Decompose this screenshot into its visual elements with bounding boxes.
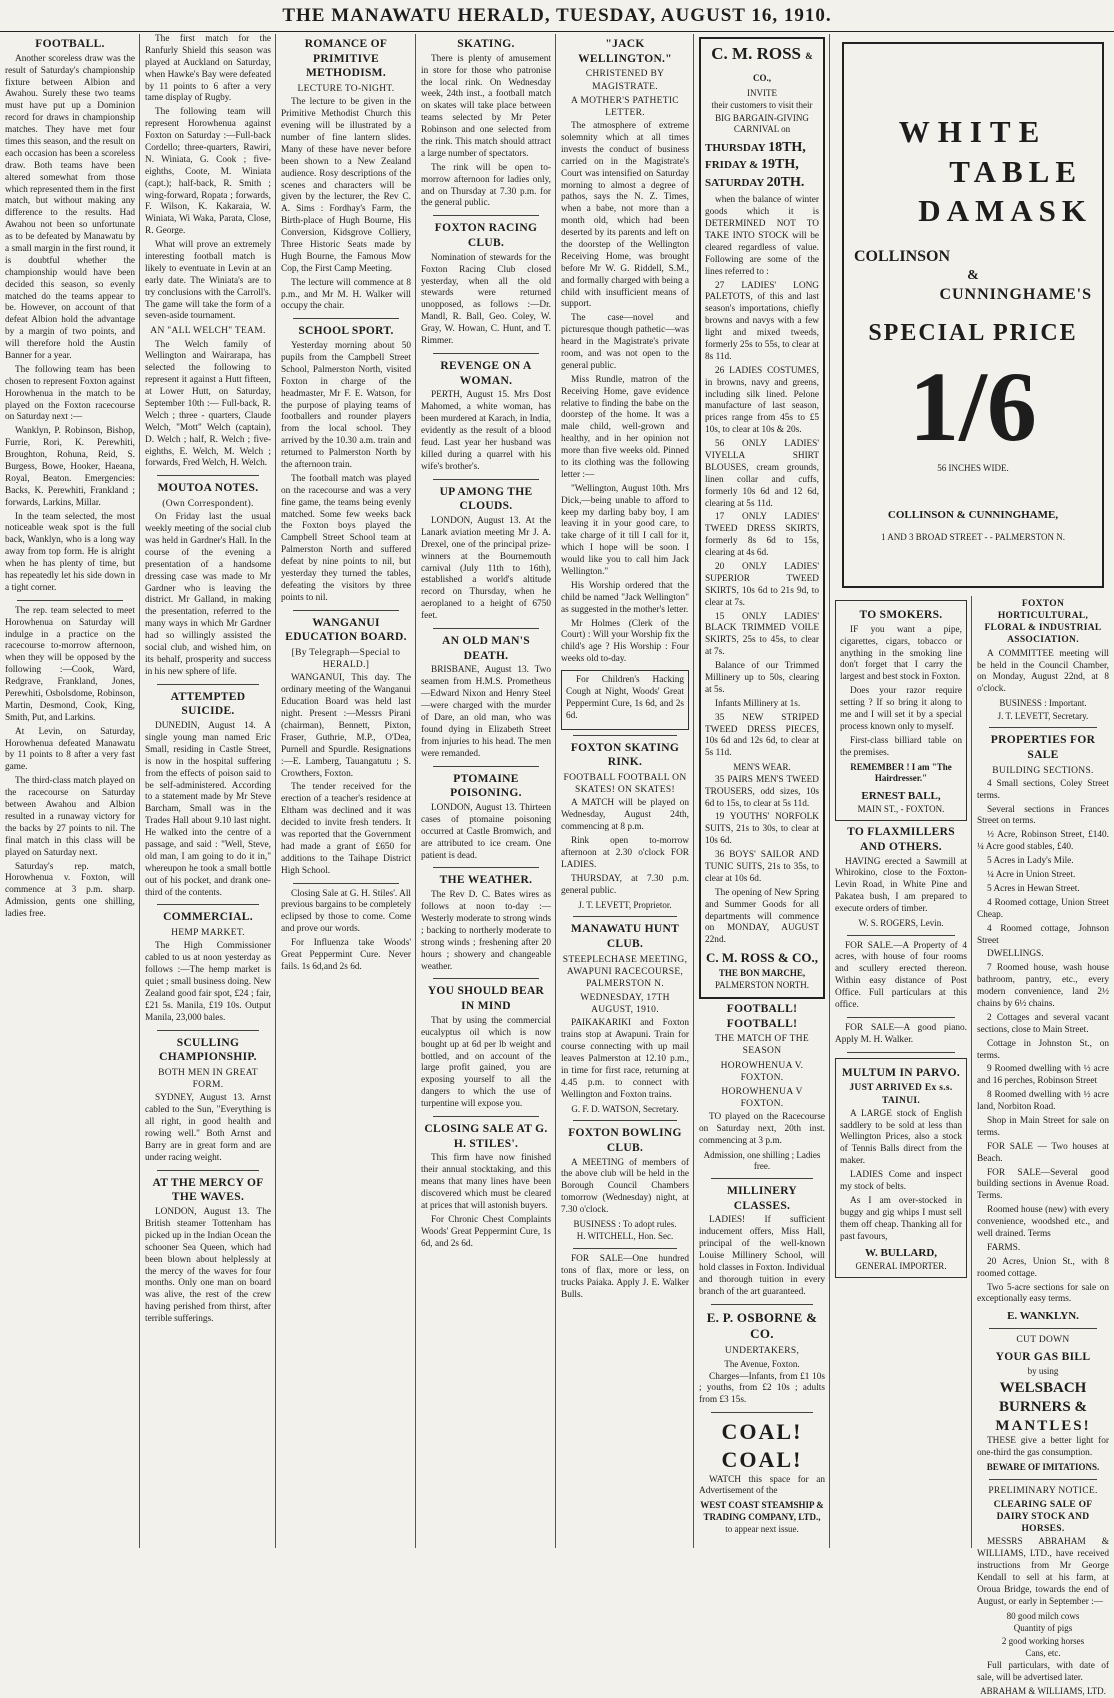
divider [847, 1017, 955, 1018]
divider [157, 904, 259, 905]
ad-footer: to appear next issue. [725, 1524, 799, 1535]
article-paragraph: Mr Holmes (Clerk of the Court) : Will your Worship fix the child's age ? His Worship : Four weeks old to-day. [561, 618, 689, 665]
weather-heading: THE WEATHER. [439, 874, 533, 887]
property-item: 4 Small sections, Coley Street terms. [977, 778, 1109, 801]
ad-paragraph: A COMMITTEE meeting will be held in the Council Chamber, on Monday, August 22nd, at 8 o'clock. [977, 648, 1109, 695]
osborne-address: The Avenue, Foxton. [724, 1359, 800, 1370]
hemp-subheading: HEMP MARKET. [171, 928, 245, 939]
building-sections-subheading: BUILDING SECTIONS. [992, 765, 1094, 776]
article-paragraph: For Influenza take Woods' Great Peppermint Cure. Never fails. 1s 6d,and 2s 6d. [281, 938, 411, 972]
sale-item: 35 PAIRS MEN'S TWEED TROUSERS, odd sizes, 10s 6d to 15s, to clear at 5s 11d. [705, 774, 819, 809]
property-item: ¼ Acre in Union Street. [987, 870, 1076, 881]
sale-item: Balance of our Trimmed Millinery up to 50s, clearing at 5s. [705, 661, 819, 695]
article-paragraph: This firm have now finished their annual stocktaking, and this means that many lines have been discovered which must be cleared at prices that will astonish buyers. [421, 1153, 551, 1211]
divider [711, 1304, 813, 1305]
divider [433, 867, 539, 868]
divider [433, 766, 539, 767]
welsbach-heading: BURNERS & [999, 1398, 1087, 1415]
coal-heading: COAL! [721, 1419, 803, 1445]
company-name: WEST COAST STEAMSHIP & TRADING COMPANY, LTD., [700, 1500, 824, 1522]
property-item: ½ Acre, Robinson Street, £140. ¼ Acre good stables, £40. [977, 830, 1109, 853]
sale-item: 80 good milch cows [1006, 1610, 1080, 1621]
old-man-heading: AN OLD MAN'S DEATH. [442, 634, 530, 662]
property-item: Two 5-acre sections for sale on exceptionally easy terms. [977, 1282, 1109, 1305]
property-item: 9 Roomed dwelling with ½ acre and 16 perches, Robinson Street [977, 1064, 1109, 1087]
property-item: Shop in Main Street for sale on terms. [977, 1115, 1109, 1138]
divider [989, 1328, 1097, 1329]
column-4 [416, 34, 556, 1548]
article-paragraph: Nomination of stewards for the Foxton Racing Club closed yesterday, when all the old stewards were returned unopposed, as follows :—Dr. Mandl, R. Ball, Geo. Coley, W. Gray, W. Howan, C. Hunt, and T. Rimmer. [421, 252, 551, 346]
divider [433, 215, 539, 216]
notice-text: For Children's Hacking Cough at Night, Woods' Great Peppermint Cure, 1s 6d, and 2s 6d. [566, 675, 684, 721]
ad-paragraph: FOR SALE.—A Property of 4 acres, with house of four rooms and scullery erected thereon. Within easy distance of Post Office. Full particulars at this office. [835, 940, 967, 1010]
article-paragraph: For Chronic Chest Complaints Woods' Great Peppermint Cure, 1s 6d, and 2s 6d. [421, 1214, 551, 1249]
property-item: 4 Roomed cottage, Johnson Street [977, 923, 1109, 946]
damask-advertisement [842, 42, 1104, 588]
divider [293, 610, 399, 611]
article-paragraph: PERTH, August 15. Mrs Dost Mahomed, a white woman, has been murdered at Karach, in India, evidently as the result of a blood feud. Last year her husband was killed during a quarrel with his wife's brother's. [421, 390, 551, 472]
ad-paragraph: Does your razor require setting ? If so bring it along to me and I will set it by a special process known only to myself. [840, 686, 962, 732]
ad-paragraph: Rink open to-morrow afternoon at 2.30 o'clock FOR LADIES. [561, 836, 689, 870]
article-paragraph: Another scoreless draw was the result of Saturday's championship fixture between Albion and Awahou. Surely these two teams must have put up a Dominion record for draws in championship matches. They have met four times this season, and the result on each occasion has been a scoreless draw. Both teams have been altered somewhat from those which represented them in the first match, but without making any difference to the results. Had Awahou not been so unfortunate as to be defeated by Manawatu by a small margin in the first round, it is doubtful whether the championship would have been decided this season, so evenly matched do the teams appear to be. However, on account of that defeat Albion hold the advantage by a margin of two points, and will therefore hold the Austin Banner for a year. [5, 53, 135, 361]
sale-item: Quantity of pigs [1013, 1623, 1073, 1634]
property-item: 2 Cottages and several vacant sections, close to Main Street. [977, 1012, 1109, 1035]
article-paragraph: The football match was played on the racecourse and was a very fine game, the teams being evenly matched. Some few weeks back the Foxton boys played the Campbell Street School team at Palmerston North and suffered defeat by nine points to nil, but yesterday they turned the tables, defeating the visitors by three points to nil. [281, 473, 411, 603]
just-arrived: JUST ARRIVED Ex s.s. TAINUI. [849, 1083, 953, 1106]
undertakers-subheading: UNDERTAKERS, [724, 1345, 800, 1356]
divider [157, 1030, 259, 1031]
correspondent-subheading: (Own Correspondent). [162, 499, 254, 510]
column-2 [140, 34, 276, 1548]
cough-notice [561, 670, 689, 730]
waves-heading: AT THE MERCY OF THE WAVES. [152, 1176, 264, 1204]
divider [573, 916, 677, 917]
lecture-subheading: LECTURE TO-NIGHT. [297, 84, 395, 95]
damask-line: TABLE [949, 153, 1082, 189]
closing-sale-heading: CLOSING SALE AT G. H. STILES'. [424, 1122, 548, 1150]
damask-firm: COLLINSON [854, 248, 951, 266]
ad-paragraph: WATCH this space for an Advertisement of the [699, 1474, 825, 1497]
property-item: 7 Roomed house, wash house bathroom, pantry, etc., every modern convenience, land 2½ chains by 6½ chains. [977, 963, 1109, 1009]
article-paragraph: The case—novel and picturesque though pathetic—was heard in the Magistrate's private room, and was not open to the general public. [561, 313, 689, 371]
divider [711, 1178, 813, 1179]
article-paragraph: His Worship ordered that the child be named "Jack Wellington" as suggested in the mother's letter. [561, 580, 689, 615]
sale-item: Infants Millinery at 1s. [715, 698, 801, 709]
ad-paragraph: LADIES! If sufficient inducement offers, Miss Hall, principal of the well-known Louise Millinery School, will hold classes in Foxton. Individual and thorough tuition in every branch of the art guaranteed. [699, 1215, 825, 1297]
ross-name: C. M. ROSS & CO., [711, 44, 813, 83]
admission-line: Admission, one shilling ; Ladies free. [703, 1149, 821, 1172]
divider [17, 600, 123, 601]
article-paragraph: Closing Sale at G. H. Stiles'. All previous bargains to be completely eclipsed by those to come. Come and prove our words. [281, 888, 411, 935]
article-paragraph: Yesterday morning about 50 pupils from the Campbell Street School, Palmerston North, visited Foxton in charge of the headmaster, Mr F. E. Watson, for the purpose of playing teams of footballers and rounder players from the local school. They arrived by the 10.30 a.m. train and returned to Palmerston North by the afternoon train. [281, 341, 411, 470]
article-paragraph: The following team will represent Horowhenua against Foxton on Saturday :—Full-back Cordello; three-quarters, Rawiri, N. Winiata, G. Cook ; five-eighths, Coote, M. Winiata (capt.); half-back, R. Smith ; wing-forward, Ropata ; forwards, F. Wilson, K. Kakaraia, W. Winiata, Wi Waka, Parata, Close, R. George. [145, 107, 271, 237]
price-figure: 1/6 [909, 350, 1037, 462]
sale-item: 26 LADIES COSTUMES, in browns, navy and greens, including silk lined. Pelone manufacture of last season, prices range from 45s to £5 10s, to clear at 10s & 20s. [705, 365, 819, 436]
wanklyn-signature: E. WANKLYN. [1007, 1310, 1079, 1323]
sale-item: 17 ONLY LADIES' TWEED DRESS SKIRTS, formerly 8s 6d to 15s, clearing at 4s 6d. [705, 512, 819, 559]
damask-firm-footer: COLLINSON & CUNNINGHAME, [887, 509, 1059, 522]
ross-signature: C. M. ROSS & CO., [706, 950, 818, 966]
damask-firm: & [967, 268, 979, 284]
property-item: Roomed house (new) with every convenience, woodshed etc., and well drained. Terms [977, 1205, 1109, 1239]
clouds-heading: UP AMONG THE CLOUDS. [439, 485, 533, 513]
hunt-date: WEDNESDAY, 17TH AUGUST, 1910. [580, 993, 670, 1016]
all-welch-heading: AN "ALL WELCH" TEAM. [150, 326, 266, 337]
bear-in-mind-heading: YOU SHOULD BEAR IN MIND [427, 985, 545, 1013]
article-paragraph: The first match for the Ranfurly Shield this season was played at Auckland on Saturday, when Hawke's Bay were defeated by 11 points to 6 after a very tame display of Rugby. [145, 34, 271, 104]
sale-item: 2 good working horses [1001, 1635, 1085, 1646]
signature: ABRAHAM & WILLIAMS, LTD. [980, 1686, 1106, 1697]
osborne-heading: E. P. OSBORNE & CO. [706, 1309, 818, 1342]
signature: W. S. ROGERS, Levin. [858, 918, 944, 929]
ross-advertisement [699, 37, 825, 999]
signature: H. WITCHELL, Hon. Sec. [576, 1231, 674, 1242]
column-8 [972, 596, 1114, 1697]
divider [157, 684, 259, 685]
ad-paragraph: As I am over-stocked in buggy and gig whips I must sell them off cheap. Thanking all for past favours, [840, 1195, 962, 1242]
romance-heading: ROMANCE OF PRIMITIVE METHODISM. [304, 38, 388, 80]
article-paragraph: The lecture to be given in the Primitive Methodist Church this evening will be illustrated by a number of fine lantern slides. Many of these have never before been shown to a New Zealand audience. Rosy descriptions of the scenes and characters will be given by the lecturer, the Rev C. A. Sims : Fordhay's Farm, the Birth-place of Hugh Bourne, His Conversion, Kidsgrove Colliery, Three Historic Seats made by Hugh Bourne, the Famous Mow Cop, the First Camp Meeting. [281, 97, 411, 274]
article-paragraph: There is plenty of amusement in store for those who patronise the local rink. On Wednesday week, 24th inst., a football match on skates will take place between teams selected by Mr Peter Robinson and one selected from the rink. This match should attract a large number of spectators. [421, 53, 551, 159]
ad-paragraph: MESSRS ABRAHAM & WILLIAMS, LTD., have received instructions from Mr George Kendall to sell at his farm, at Oroua Bridge, towards the end of August, or early in September :— [977, 1537, 1109, 1607]
multum-heading: MULTUM IN PARVO. [841, 1066, 961, 1079]
property-item: 20 Acres, Union St., with 8 roomed cottage. [977, 1256, 1109, 1279]
christened-subheading: CHRISTENED BY MAGISTRATE. [585, 69, 665, 92]
horticultural-heading: FOXTON HORTICULTURAL, FLORAL & INDUSTRIAL ASSOCIATION. [984, 599, 1102, 646]
divider [433, 978, 539, 979]
signature: G. F. D. WATSON, Secretary. [571, 1103, 679, 1114]
flaxmillers-heading: TO FLAXMILLERS AND OTHERS. [847, 826, 955, 853]
ad-paragraph: A MEETING of members of the above club will be held in the Borough Council Chambers tomorrow (Wednesday) night, at 7.30 o'clock. [561, 1157, 689, 1216]
article-paragraph: The Rev D. C. Bates wires as follows at noon to-day :— Westerly moderate to strong winds ; backing to northerly moderate to strong winds ; freshening after 20 hours ; showery and changeable weather. [421, 890, 551, 972]
ross-signature: PALMERSTON NORTH. [715, 980, 809, 991]
ad-paragraph: The opening of New Spring and Summer Goods for all departments will commence on MONDAY, AUGUST 22nd. [705, 887, 819, 946]
divider [293, 883, 399, 884]
ad-paragraph: Full particulars, with date of sale, will be advertised later. [977, 1660, 1109, 1683]
article-paragraph: On Friday last the usual weekly meeting of the social club was held in Gardner's Hall. In the course of the evening a presentation of a handsome dressing case was made to Mr Gardner who is leaving the district. Mr Galland, in making the presentation, referred to the many ways in which Mr Gardner had so willingly assisted the social club, and wished him, on its behalf, prosperity and success in his new sphere of life. [145, 512, 271, 677]
ad-paragraph: Charges—Infants, from £1 10s ; youths, from £2 10s ; adults from £3 15s. [699, 1371, 825, 1406]
ad-address: MAIN ST., - FOXTON. [857, 803, 945, 814]
masthead [0, 0, 1114, 32]
ross-signature: THE BON MARCHE, [718, 967, 806, 978]
sale-item: 35 NEW STRIPED TWEED DRESS PIECES, 10s 6d and 12s 6d, to clear at 5s 11d. [705, 712, 819, 759]
article-paragraph: "Wellington, August 10th. Mrs Dick,—being unable to afford to keep my darling baby boy, I am leaving it in your good care, to take charge of it till I call for it, which I hope will be soon. I would like you to call him Jack Wellington." [561, 483, 689, 578]
smokers-heading: TO SMOKERS. [859, 609, 943, 621]
beware-line: BEWARE OF IMITATIONS. [986, 1462, 1100, 1473]
invite-text: their customers to visit their [711, 100, 813, 111]
ad-paragraph: A LARGE stock of English saddlery to be sold at less than Wellington Prices, also a stock of Tennis Balls direct from the maker. [840, 1108, 962, 1167]
damask-line: DAMASK [918, 193, 1092, 229]
article-paragraph: The third-class match played on the racecourse on Saturday between Awahou and Albion resulted in a runaway victory for the backs by 27 points to nil. The final match in this class will be played on Saturday next. [5, 776, 135, 858]
match-subheading: HOROWHENUA V FOXTON. [721, 1086, 803, 1110]
article-paragraph: The Welch family of Wellington and Wairarapa, has selected the following to represent it against a Hutt fifteen, at Lower Hutt, on Saturday, September 10th :— Full-back, R. Welch ; three - quarters, Claude Welch, "Mott" Welch (captain), D. Welch ; half, R. Welch ; five-eighths, E. Welch, M. Welch ; forwards, Fred Welch, H. Welch. [145, 339, 271, 469]
property-item: 4 Roomed cottage, Union Street Cheap. [977, 897, 1109, 920]
skating-heading: SKATING. [457, 38, 515, 50]
signature: J. T. LEVETT, Secretary. [997, 710, 1089, 721]
ad-paragraph: First-class billiard table on the premises. [840, 735, 962, 758]
match-subheading: THE MATCH OF THE SEASON [714, 1034, 810, 1057]
article-paragraph: BRISBANE, August 13. Two seamen from H.M.S. Prometheus—Edward Nixon and Henry Steel—were charged with the murder of Dare, an old man, who was found dying in Elizabeth Street from injuries to his head. The men were remanded. [421, 665, 551, 759]
column-5 [556, 34, 694, 1548]
ad-paragraph: IF you want a pipe, cigarettes, cigars, tobacco or anything in the smoking line don't forget that I carry the largest and best stock in Foxton. [840, 624, 962, 683]
article-paragraph: DUNEDIN, August 14. A single young man named Eric Small, residing in Castle Street, is now in the hospital suffering from the effects of poison said to be self-administered. According to a statement made by Mr Steve Barcham, Small was in the Trades Hall about 9.10 last night. He walked into the centre of a passage, and said : "Well, Steve, old man, I am going to do it in," whereupon he took a small bottle out of his pocket, and drank one-third of the contents. [145, 721, 271, 898]
divider [573, 1120, 677, 1121]
property-item: DWELLINGS. [987, 949, 1044, 960]
ernest-ball: ERNEST BALL, [861, 789, 941, 802]
ad-paragraph: A MATCH will be played on Wednesday, August 24th, commencing at 8 p.m. [561, 798, 689, 833]
education-board-heading: WANGANUI EDUCATION BOARD. [285, 616, 407, 644]
bullard-title: GENERAL IMPORTER. [855, 1260, 947, 1271]
width-note: 56 INCHES WIDE. [937, 462, 1009, 473]
ad-paragraph: HAVING erected a Sawmill at Whirokino, close to the Foxton-Levin Road, in White Pine and Pakatea bush, I am prepared to execute orders of timber. [835, 856, 967, 915]
football-on-skates: FOOTBALL FOOTBALL ON SKATES! ON SKATES! [563, 773, 687, 796]
article-paragraph: The High Commissioner cabled to us at noon yesterday as follows :—The hemp market is quiet ; small business doing. New Zealand good fair spot, £24 ; fair, £21 5s. Manila, £19 10s. Output Manila, 23,000 bales. [145, 941, 271, 1023]
article-paragraph: The following team has been chosen to represent Foxton against Horowhenua in the match to be played on the Foxton racecourse on Saturday next :— [5, 364, 135, 423]
divider [157, 475, 259, 476]
moutoa-heading: MOUTOA NOTES. [157, 482, 259, 495]
revenge-heading: REVENGE ON A WOMAN. [440, 359, 532, 387]
signature: J. T. LEVETT, Proprietor. [578, 899, 672, 910]
clearing-sale-heading: CLEARING SALE OF DAIRY STOCK AND HORSES. [993, 1499, 1093, 1535]
divider [847, 1052, 955, 1053]
commercial-heading: COMMERCIAL. [163, 911, 253, 924]
article-paragraph: The rep. team selected to meet Horowhenua on Saturday will indulge in a practice on the racecourse to-morrow afternoon, when they will be opposed by the following :—Cook, Ward, Redgrave, Frankland, Jones, Perewhiti, Osbolsdome, Robinson, Martin, Desmond, Cook, King, Smith, Put, and Larkins. [5, 605, 135, 723]
newspaper-title: THE MANAWATU HERALD, TUESDAY, AUGUST 16, 1910. [282, 5, 832, 26]
divider [433, 1116, 539, 1117]
sculling-heading: SCULLING CHAMPIONSHIP. [159, 1036, 257, 1064]
property-item: FOR SALE—Several good building sections in Avenue Road. Terms. [977, 1167, 1109, 1202]
article-paragraph: That by using the commercial eucalyptus oil which is now bought up at 6d per lb weight and bottled, and on account of the large profit gained, you are exposing yourself to all the dangers to which the use of turpentine will expose you. [421, 1015, 551, 1110]
column-3 [276, 34, 416, 1548]
by-using-line: by using [1027, 1366, 1059, 1377]
ad-paragraph: FOR SALE—One hundred tons of flax, more or less, on trucks Paiaka. Apply J. E. Walker Bulls. [561, 1253, 689, 1300]
column-6 [694, 34, 830, 1548]
article-paragraph: Miss Rundle, matron of the Receiving Home, gave evidence relative to finding the babe on the doorstep of the home. It was a male child, well-grown and healthy, and in her opinion not more than five weeks old. Pinned to its clothing was the following letter :— [561, 374, 689, 480]
sale-item: 19 YOUTHS' NORFOLK SUITS, 21s to 30s, to clear at 10s 6d. [705, 812, 819, 847]
damask-firm: CUNNINGHAME'S [939, 286, 1092, 304]
divider [573, 735, 677, 736]
bowling-club-heading: FOXTON BOWLING CLUB. [568, 1127, 682, 1154]
racing-club-heading: FOXTON RACING CLUB. [434, 222, 538, 250]
property-item: Several sections in Frances Street on terms. [977, 804, 1109, 827]
telegraph-subheading: [By Telegraph—Special to HERALD.] [291, 648, 401, 671]
property-list [977, 779, 1109, 1307]
bullard-signature: W. BULLARD, [864, 1246, 938, 1259]
match-subheading: HOROWHENUA V. FOXTON. [720, 1060, 804, 1083]
special-price-heading: SPECIAL PRICE [868, 319, 1078, 346]
coal-heading: COAL! [721, 1447, 803, 1473]
property-item: 5 Acres in Hewan Street. [987, 883, 1080, 894]
divider [989, 1479, 1097, 1480]
property-item: FOR SALE — Two houses at Beach. [977, 1141, 1109, 1164]
article-paragraph: LONDON, August 13. At the Lanark aviation meeting Mr J. A. Drexel, one of the principal prize-winners at the Bournemouth carnival (July 11th to 16th), established a world's altitude record on Thursday, when he aeroplaned to a height of 6750 feet. [421, 515, 551, 622]
article-paragraph: The lecture will commence at 8 p.m., and Mr M. H. Walker will occupy the chair. [281, 277, 411, 312]
sale-item: 36 BOYS' SAILOR AND TUNIC SUITS, 21s to 35s, to clear at 10s 6d. [705, 850, 819, 884]
multum-advertisement [835, 1058, 967, 1278]
carnival-dates: THURSDAY 18TH, FRIDAY & 19TH, SATURDAY 20TH. [705, 139, 806, 191]
divider [847, 935, 955, 936]
article-paragraph: Saturday's rep. match, Horowhenua v. Foxton, will commence at 3 p.m. sharp. Admission, gents one shilling, ladies free. [5, 861, 135, 920]
article-paragraph: LONDON, August 13. Thirteen cases of ptomaine poisoning occurred at Castle Bromwich, and are attributed to ice cream. One patient is dead. [421, 802, 551, 861]
remember-line: REMEMBER ! I am "The Hairdresser." [850, 761, 952, 784]
column-7 [830, 596, 972, 1548]
ad-paragraph: THESE give a better light for one-third the gas consumption. [977, 1436, 1109, 1459]
property-item: 8 Roomed dwelling with ½ acre land, Norbiton Road. [977, 1090, 1109, 1113]
ad-paragraph: FOR SALE—A good piano. Apply M. H. Walker. [835, 1022, 967, 1045]
divider [433, 479, 539, 480]
smokers-advertisement [835, 600, 967, 821]
article-paragraph: LONDON, August 13. The British steamer Tottenham has picked up in the Indian Ocean the schooner Sea Queen, which had been blown about helplessly at the mercy of the waves for four months. Only one man on board was alive, the rest of the crew having perished from thirst, after terrible sufferings. [145, 1207, 271, 1325]
preliminary-notice: PRELIMINARY NOTICE. [988, 1485, 1098, 1496]
ad-paragraph: LADIES Come and inspect my stock of belts. [840, 1170, 962, 1193]
welsbach-heading: WELSBACH [999, 1379, 1087, 1396]
article-paragraph: At Levin, on Saturday, Horowhenua defeated Manawatu by 11 points to 8 after a very fast game. [5, 726, 135, 773]
divider [711, 1412, 813, 1413]
property-item: 5 Acres in Lady's Mile. [987, 856, 1074, 867]
sculling-subheading: BOTH MEN IN GREAT FORM. [158, 1068, 258, 1091]
letter-subheading: A MOTHER'S PATHETIC LETTER. [571, 95, 679, 118]
property-item: Cottage in Johnston St., on terms. [977, 1038, 1109, 1061]
ad-paragraph: THURSDAY, at 7.30 p.m. general public. [561, 873, 689, 896]
divider [293, 318, 399, 319]
sale-item: 15 ONLY LADIES' BLACK TRIMMED VOILE SKIRTS, 25s to 45s, to clear at 7s. [705, 611, 819, 658]
article-paragraph: The tender received for the erection of a teacher's residence at Eltham was declined and it was decided to invite fresh tenders. It was reported that the Government had made a grant of £650 for additions to the Taihape District High School. [281, 782, 411, 876]
business-line: BUSINESS : Important. [999, 698, 1087, 709]
millinery-heading: MILLINERY CLASSES. [726, 1184, 798, 1212]
invite-text: BIG BARGAIN-GIVING CARNIVAL on [715, 112, 809, 135]
suicide-heading: ATTEMPTED SUICIDE. [170, 690, 246, 718]
column-1 [0, 34, 140, 1548]
divider [573, 1248, 677, 1249]
football-heading: FOOTBALL. [35, 38, 105, 50]
article-paragraph: SYDNEY, August 13. Arnst cabled to the Sun, "Everything is all right, in good health and rowing well." Both Arnst and Barry are in great form and are under racing weight. [145, 1093, 271, 1163]
article-paragraph: WANGANUI, This day. The ordinary meeting of the Wanganui Education Board was held last night. Present :—Messrs Pirani (chairman), Bennett, Pixton, Fraser, Guthrie, M.P., O'Dea, Purnell and Spurdle. Resignations :—E. Lamberg, Tauangatutu ; S. Crowthers, Foxton. [281, 673, 411, 779]
cut-down-line: CUT DOWN [1016, 1335, 1070, 1346]
divider [433, 353, 539, 354]
ad-paragraph: when the balance of winter goods which it is DETERMINED NOT TO TAKE INTO STOCK will be cleared regardless of value. Following are some of the lines referred to : [705, 195, 819, 277]
properties-heading: PROPERTIES FOR SALE [990, 734, 1096, 761]
article-paragraph: In the team selected, the most noticeable weak spot is the full back, Wanklyn, who is a long way away from top form. He is alright when he has plenty of time, but has repeatedly let his side down in a tight corner. [5, 511, 135, 593]
hunt-club-heading: MANAWATU HUNT CLUB. [570, 923, 680, 950]
damask-line: WHITE [898, 114, 1048, 149]
sale-item: 20 ONLY LADIES' SUPERIOR TWEED SKIRTS, 10s 6d to 21s 9d, to clear at 7s. [705, 562, 819, 608]
article-paragraph: The atmosphere of extreme solemnity which at all times invests the conduct of business carried on in the Magistrate's Court was intensified on Saturday morning to almost a degree of pathos, says the N. Z. Times, when a babe, not more than a month old, which had been deserted by its parents and left on the doorstep of the Wellington Receiving Home, was brought before Mr W. G. Riddell, S.M., and formally charged with being a child with insufficient means of support. [561, 121, 689, 310]
steeplechase-subheading: STEEPLECHASE MEETING, AWAPUNI RACECOURSE, PALMERSTON N. [562, 954, 688, 989]
ad-paragraph: PAIKAKARIKI and Foxton trains stop at Awapuni. Train for course connecting with up mail leaves Palmerston at 12.10 p.m., in time for first race, returning at 4.45 p.m. to connect with Wellington and Foxton trains. [561, 1018, 689, 1100]
welsbach-heading: MANTLES! [995, 1418, 1091, 1435]
invite-text: INVITE [747, 87, 777, 98]
sale-item: 56 ONLY LADIES' VIYELLA SHIRT BLOUSES, cream grounds, linen collar and cuffs, formerly 10s 6d and 12 6d, clearing at 5s 11d. [705, 439, 819, 509]
divider [433, 628, 539, 629]
divider [989, 727, 1097, 728]
divider [157, 1170, 259, 1171]
football-ad-heading: FOOTBALL! FOOTBALL! [726, 1002, 798, 1030]
article-paragraph: The rink will be open to-morrow afternoon for ladies only, and on Thursday at 7.30 p.m. for the general public. [421, 162, 551, 209]
jack-wellington-heading: "JACK WELLINGTON." [578, 38, 672, 65]
article-paragraph: Wanklyn, P. Robinson, Bishop, Furrie, Rori, K. Perewhiti, Broughton, Rohuna, Reid, S. Burgess, Bowe, Hooker, Haeana, Royal, Beaton. Emergencies: Backs, K. Perewhiti, Frankland ; forwards, Larkins, Millar. [5, 426, 135, 508]
ad-paragraph: TO played on the Racecourse on Saturday next, 20th inst. commencing at 3 p.m. [699, 1112, 825, 1147]
skating-rink-heading: FOXTON SKATING RINK. [570, 741, 680, 769]
sale-item: Cans, etc. [1025, 1648, 1061, 1659]
gas-bill-heading: YOUR GAS BILL [995, 1350, 1091, 1363]
school-sport-heading: SCHOOL SPORT. [298, 325, 394, 338]
mens-wear-heading: MEN'S WEAR. [733, 762, 791, 773]
article-paragraph: What will prove an extremely interesting football match is likely to eventuate in Levin at an early date. The Winiata's are to try conclusions with the Carroll's. The game will take the form of a seven-aside tournament. [145, 240, 271, 322]
property-item: FARMS. [987, 1242, 1021, 1253]
damask-address: 1 AND 3 BROAD STREET - - PALMERSTON N. [880, 532, 1066, 543]
business-line: BUSINESS : To adopt rules. [573, 1218, 677, 1229]
ptomaine-heading: PTOMAINE POISONING. [450, 772, 522, 800]
sale-item: 27 LADIES' LONG PALETOTS, of this and last season's importations, chiefly browns and navys with a few light and mixed tweeds, formerly 25s to 55s, to clear at 8s 11d. [705, 280, 819, 362]
